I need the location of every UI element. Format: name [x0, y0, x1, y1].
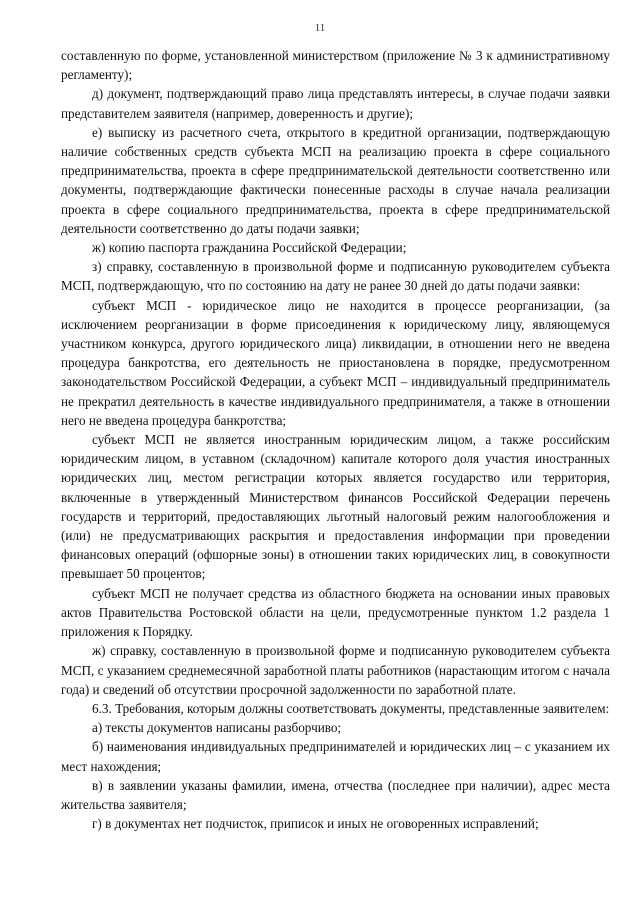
document-body	[61, 46, 610, 833]
paragraph-item-e: е) выписку из расчетного счета, открытого в кредитной организации, подтверждающую наличие собственных средств субъекта МСП на реализацию проекта в сфере социального предпринимательства, проекта в сфере предпринимательской деятельности соответственно или документы, подтверждающие фактически понесенные расходы в случае начала реализации проекта в сфере социального предпринимательства, проекта в сфере предпринимательской деятельности соответственно до даты подачи заявки;	[61, 124, 610, 236]
paragraph-item-v: в) в заявлении указаны фамилии, имена, отчества (последнее при наличии), адрес места жительства заявителя;	[61, 777, 610, 812]
paragraph-item-g: г) в документах нет подчисток, приписок и иных не оговоренных исправлений;	[92, 816, 539, 832]
page-number: 11	[314, 22, 326, 34]
paragraph-item-b: б) наименования индивидуальных предпринимателей и юридических лиц – с указанием их мест нахождения;	[61, 739, 610, 774]
paragraph-item-d: д) документ, подтверждающий право лица представлять интересы, в случае подачи заявки представителем заявителя (например, доверенность и другие);	[61, 86, 610, 121]
paragraph-regional-budget: субъект МСП не получает средства из областного бюджета на основании иных правовых актов Правительства Ростовской области на цели, предусмотренные пунктом 1.2 раздела 1 приложения к Порядку.	[61, 585, 610, 640]
paragraph-section-6-3: 6.3. Требования, которым должны соответствовать документы, представленные заявителем:	[92, 700, 610, 716]
paragraph-continuation: составленную по форме, установленной министерством (приложение № 3 к административному регламенту);	[61, 48, 610, 83]
paragraph-reorganization: субъект МСП - юридическое лицо не находится в процессе реорганизации, (за исключением реорганизации в форме присоединения к юридическому лицу, являющемуся участником конкурса, другого юридического лица) ликвидации, в отношении него не введена процедура банкротства, его деятельность не приостановлена в порядке, предусмотренном законодательством Российской Федерации, а субъект МСП – индивидуальный предприниматель не прекратил деятельность в качестве индивидуального предпринимателя, а также в отношении него не введена процедура банкротства;	[61, 297, 610, 428]
paragraph-item-a: а) тексты документов написаны разборчиво;	[92, 720, 342, 736]
paragraph-item-zh-salary: ж) справку, составленную в произвольной форме и подписанную руководителем субъекта МСП, с указанием среднемесячной заработной платы работников (нарастающим итогом с начала года) и сведений об отсутствии просрочной задолженности по заработной плате.	[61, 643, 610, 697]
paragraph-foreign-entity: субъект МСП не является иностранным юридическим лицом, а также российским юридическим лицом, в уставном (складочном) капитале которого доля участия иностранных юридических лиц, местом регистрации которых является государство или территория, включенные в утвержденный Министерством финансов Российской Федерации перечень государств и территорий, предоставляющих льготный налоговый режим налогообложения и (или) не предусматривающих раскрытия и предоставления информации при проведении финансовых операций (офшорные зоны) в отношении таких юридических лиц, в совокупности превышает 50 процентов;	[61, 432, 610, 582]
paragraph-item-z: з) справку, составленную в произвольной форме и подписанную руководителем субъекта МСП, подтверждающую, что по состоянию на дату не ранее 30 дней до даты подачи заявки:	[61, 259, 610, 294]
paragraph-item-zh: ж) копию паспорта гражданина Российской Федерации;	[92, 240, 407, 256]
